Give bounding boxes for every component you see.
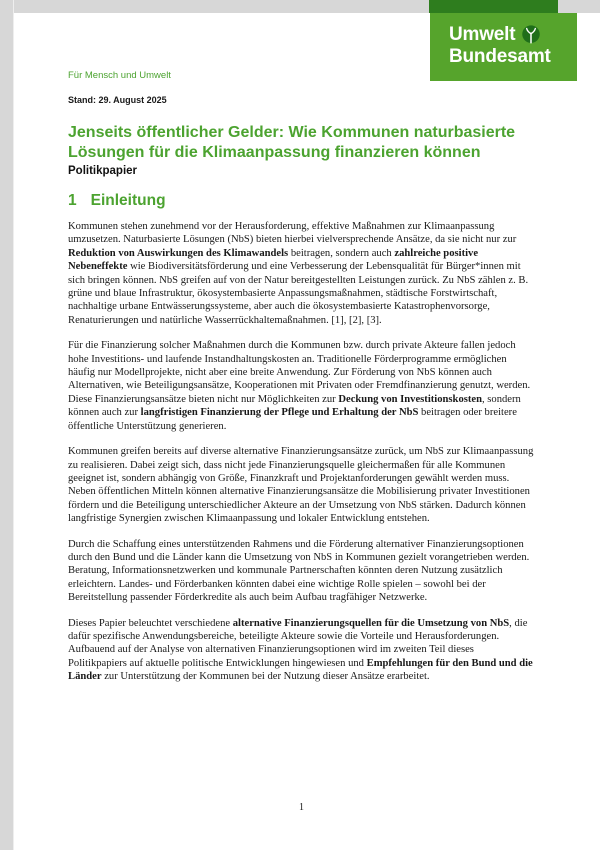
section-heading-einleitung bbox=[68, 192, 535, 210]
body-paragraphs bbox=[68, 220, 535, 684]
logo-text-umwelt: Umwelt bbox=[449, 24, 516, 45]
section-title: Einleitung bbox=[90, 192, 166, 209]
logo-text-bundesamt: Bundesamt bbox=[449, 46, 551, 67]
paragraph: Kommunen stehen zunehmend vor der Herausforderung, effektive Maßnahmen zur Klimaanpassung umzusetzen. Naturbasierte Lösungen (NbS) bieten hierbei vielversprechende Ansätze, da sie nicht nur zur Reduktion von Auswirkungen des Klimawandels beitragen, sondern auch zahlreiche positive Nebeneffekte wie Biodiversitätsförderung und eine Verbesserung der Lebensqualität für Bürger*innen mit sich bringen können. NbS greifen auf von der Natur bereitgestellten Leistungen zurück. Zu NbS zählen z. B. grüne und blaue Infrastruktur, ökosystembasierte Anpassungsmaßnahmen, städtische Forstwirtschaft, nachhaltige urbane Entwässerungssysteme, aber auch die ökosystembasierte Katastrophenvorsorge, Renaturierungen und natürliche Wasserrückhaltemaßnahmen. [1], [2], [3]. bbox=[68, 221, 529, 326]
document-page-content bbox=[68, 70, 535, 696]
paragraph: Für die Finanzierung solcher Maßnahmen durch die Kommunen bzw. durch private Akteure fallen jedoch hohe Investitions- und laufende Instandhaltungskosten an. Traditionelle Förderprogramme ermöglichen häufig nur Modellprojekte, nicht aber eine breite Anwendung. Zur Förderung von NbS können auch Alternativen, wie Beteiligungsansätze, Kooperationen mit Privaten oder Fremdfinanzierung genutzt, werden. Diese Finanzierungsansätze bieten nicht nur Möglichkeiten zur Deckung von Investitionskosten, sondern können auch zur langfristigen Finanzierung der Pflege und Erhaltung der NbS beitragen oder breitere öffentliche Unterstützung generieren. bbox=[68, 340, 531, 432]
paragraph: Durch die Schaffung eines unterstützenden Rahmens und die Förderung alternativer Finanzierungsoptionen durch den Bund und die Länder kann die Umsetzung von NbS in Kommunen gezielt vorangetrieben werden. Beratung, Informationsnetzwerken und kommunale Partnerschaften könnten deren Nutzung zusätzlich erleichtern. Landes- und Förderbanken könnten dabei eine wichtige Rolle spielen – sowohl bei der Bereitstellung passender Förderkredite als auch beim Aufbau tragfähiger Netzwerke. bbox=[68, 538, 530, 604]
tagline: Für Mensch und Umwelt bbox=[68, 70, 171, 81]
document-title: Jenseits öffentlicher Gelder: Wie Kommunen naturbasierte Lösungen für die Klimaanpassung finanzieren können bbox=[68, 124, 516, 161]
header-green-bar bbox=[429, 0, 558, 13]
section-number: 1 bbox=[68, 192, 77, 209]
paragraph: Dieses Papier beleuchtet verschiedene alternative Finanzierungsquellen für die Umsetzung von NbS, die dafür spezifische Anwendungsbereiche, beteiligte Akteure sowie die Vorteile und Herausforderungen. Aufbauend auf der Analyse von alternativen Finanzierungsoptionen wird im zweiten Teil dieses Politikpapiers auf aktuelle politische Entwicklungen hingewiesen und Empfehlungen für den Bund und die Länder zur Unterstützung der Kommunen bei der Nutzung dieser Ansätze erarbeitet. bbox=[68, 617, 533, 683]
document-subtitle: Politikpapier bbox=[68, 165, 138, 177]
viewer-background-left bbox=[0, 0, 14, 850]
page-number: 1 bbox=[299, 802, 304, 813]
paragraph: Kommunen greifen bereits auf diverse alternative Finanzierungsansätze zurück, um NbS zur Klimaanpassung zu realisieren. Dabei zeigt sich, dass nicht jede Finanzierungsquelle gleichermaßen für alle Kommunen geeignet ist, sondern abhängig von Größe, Finanzkraft und Projektanforderungen gewählt werden muss. Neben öffentlichen Mitteln können alternative Finanzierungsansätze die Mobilisierung privater Investitionen fördern und die Beteiligung unterschiedlicher Akteure an der Umsetzung von NbS stärken. Dadurch können langfristige Synergien zwischen Klimaanpassung und lokaler Entwicklung entstehen. bbox=[68, 446, 534, 525]
uba-tree-person-icon bbox=[521, 25, 541, 45]
date-line: Stand: 29. August 2025 bbox=[68, 95, 167, 105]
